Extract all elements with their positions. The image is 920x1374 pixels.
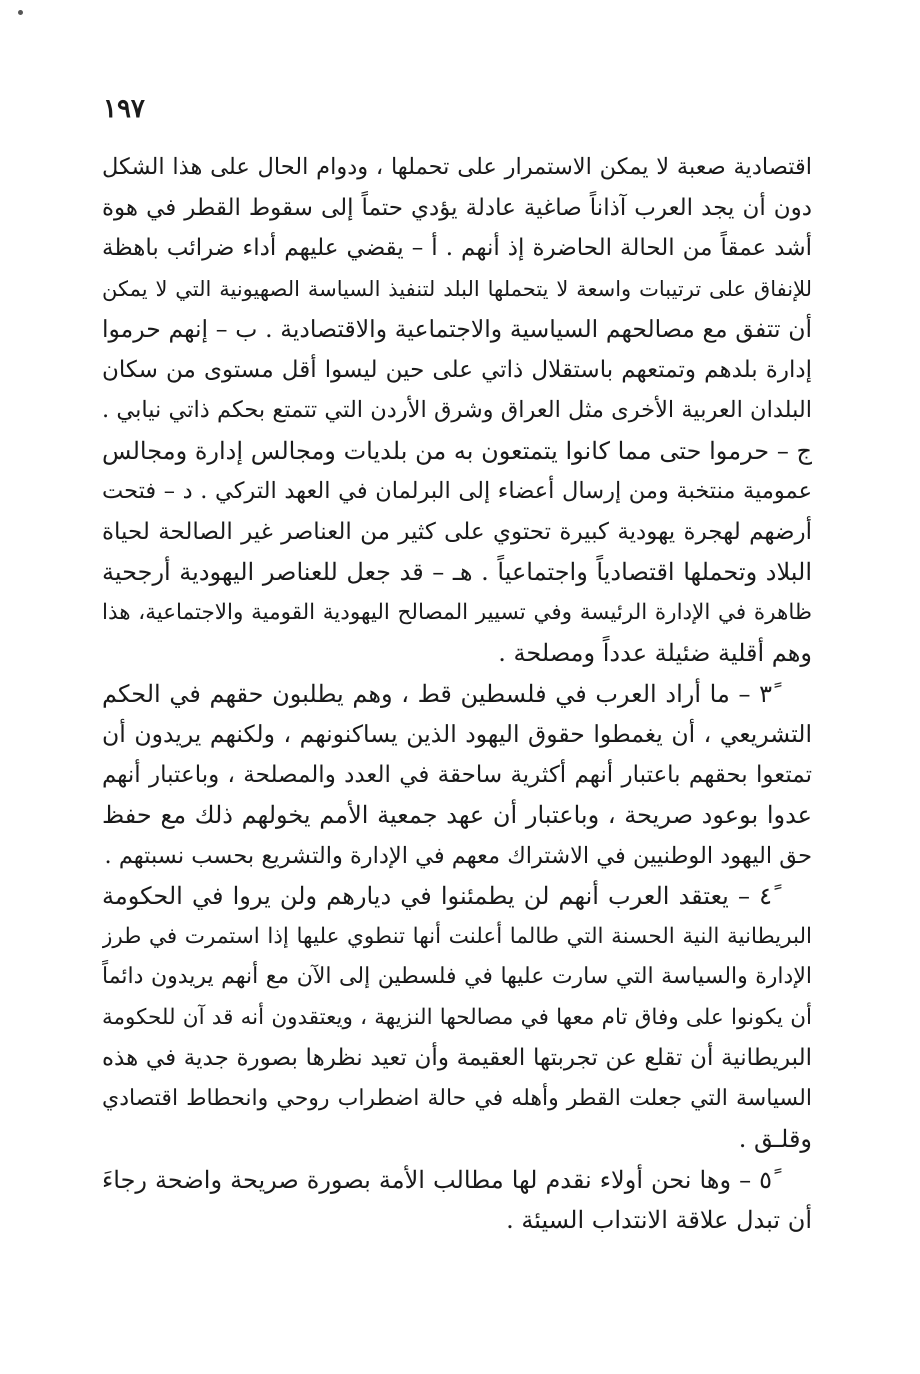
- paragraph-3: [102, 876, 812, 1160]
- text-line: السياسة التي جعلت القطر وأهله في حالة اضطراب روحي وانحطاط اقتصادي: [102, 1085, 812, 1111]
- text-line: أشد عمقاً من الحالة الحاضرة إذ أنهم . أ – يقضي عليهم أداء ضرائب باهظة: [102, 235, 812, 261]
- text-line: أن تتفق مع مصالحهم السياسية والاجتماعية والاقتصادية . ب – إنهم حرموا: [102, 315, 812, 343]
- paragraph-4: [102, 1160, 812, 1241]
- text-line: أن يكونوا على وفاق تام معها في مصالحها النزيهة ، ويعتقدون أنه قد آن للحكومة: [102, 1004, 812, 1030]
- scan-speck: [18, 10, 23, 15]
- text-line: ظاهرة في الإدارة الرئيسة وفي تسيير المصالح اليهودية القومية والاجتماعية، هذا: [102, 599, 812, 625]
- paragraph-2: [102, 674, 812, 877]
- text-line: التشريعي ، أن يغمطوا حقوق اليهود الذين يساكنونهم ، ولكنهم يريدون أن: [102, 720, 812, 748]
- text-line: ٥ً – وها نحن أولاء نقدم لها مطالب الأمة بصورة صريحة واضحة رجاءَ: [102, 1165, 772, 1194]
- text-line: ٤ً – يعتقد العرب أنهم لن يطمئنوا في ديارهم ولن يروا في الحكومة: [102, 882, 772, 910]
- text-line: وقلـق .: [738, 1125, 812, 1153]
- text-line: ج – حرموا حتى مما كانوا يتمتعون به من بلديات ومجالس إدارة ومجالس: [102, 436, 812, 465]
- page-number: ١٩٧: [103, 94, 145, 124]
- text-line: عمومية منتخبة ومن إرسال أعضاء إلى البرلمان في العهد التركي . د – فتحت: [102, 478, 812, 504]
- body-text: [102, 147, 812, 1241]
- text-line: أرضهم لهجرة يهودية كبيرة تحتوي على كثير من العناصر غير الصالحة لحياة: [102, 518, 812, 545]
- text-line: إدارة بلدهم وتمتعهم باستقلال ذاتي على حين ليسوا أقل مستوى من سكان: [102, 356, 812, 383]
- text-line: البريطانية النية الحسنة التي طالما أعلنت أنها تنطوي عليها إذا استمرت في طرز: [102, 923, 812, 949]
- text-line: أن تبدل علاقة الانتداب السيئة .: [506, 1206, 812, 1234]
- text-line: ٣ً – ما أراد العرب في فلسطين قط ، وهم يطلبون حقهم في الحكم: [102, 679, 772, 708]
- text-line: وهم أقلية ضئيلة عدداً ومصلحة .: [498, 639, 812, 667]
- text-line: حق اليهود الوطنيين في الاشتراك معهم في الإدارة والتشريع بحسب نسبتهم .: [104, 842, 812, 869]
- text-line: للإنفاق على ترتيبات واسعة لا يتحملها البلد لتنفيذ السياسة الصهيونية التي لا يمكن: [102, 276, 812, 301]
- paragraph-1: [102, 147, 812, 674]
- text-line: البلدان العربية الأخرى مثل العراق وشرق الأردن التي تتمتع بحكم ذاتي نيابي .: [102, 397, 812, 423]
- text-line: البريطانية أن تقلع عن تجربتها العقيمة وأن تعيد نظرها بصورة جدية في هذه: [102, 1045, 812, 1071]
- text-line: تمتعوا بحقهم باعتبار أنهم أكثرية ساحقة في العدد والمصلحة ، وباعتبار أنهم: [102, 761, 812, 788]
- text-line: عدوا بوعود صريحة ، وباعتبار أن عهد جمعية الأمم يخولهم ذلك مع حفظ: [102, 801, 812, 829]
- text-line: اقتصادية صعبة لا يمكن الاستمرار على تحملها ، ودوام الحال على هذا الشكل: [102, 154, 812, 180]
- text-line: دون أن يجد العرب آذاناً صاغية عادلة يؤدي حتماً إلى سقوط القطر في هوة: [102, 194, 812, 221]
- text-line: الإدارة والسياسة التي سارت عليها في فلسطين إلى الآن مع أنهم يريدون دائماً: [102, 964, 812, 989]
- text-line: البلاد وتحملها اقتصادياً واجتماعياً . هـ – قد جعل للعناصر اليهودية أرجحية: [102, 558, 812, 586]
